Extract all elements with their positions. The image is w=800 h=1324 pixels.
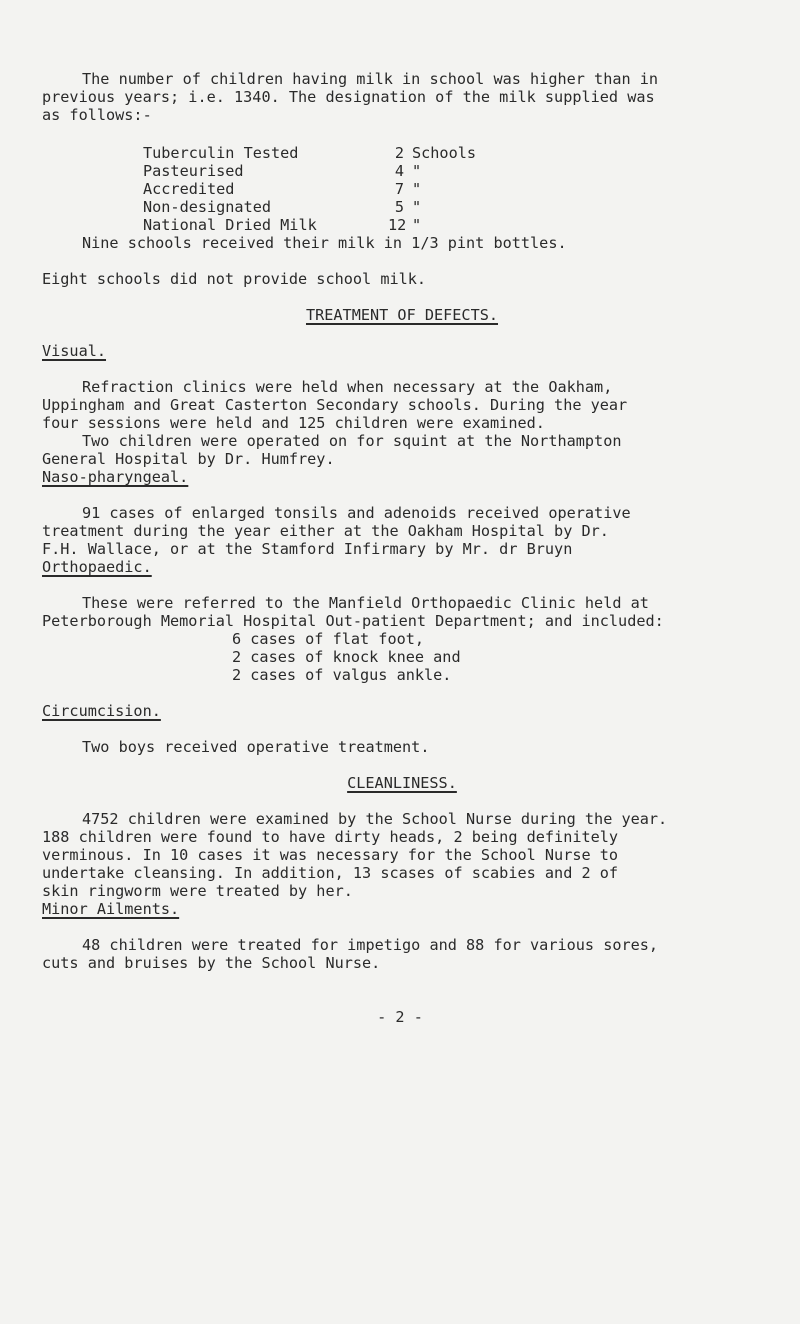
milk-type-label: National Dried Milk xyxy=(143,216,317,234)
eight-schools-paragraph xyxy=(42,270,762,288)
visual-paragraph xyxy=(42,378,762,468)
cleanliness-line-5: skin ringworm were treated by her. xyxy=(42,882,353,900)
circumcision-section xyxy=(42,702,762,720)
list-item: 2 cases of valgus ankle. xyxy=(232,666,452,684)
milk-type-count: 5 xyxy=(394,198,404,216)
circumcision-heading: Circumcision. xyxy=(42,702,161,720)
milk-type-count: 2 xyxy=(394,144,404,162)
naso-paragraph xyxy=(42,504,762,558)
ortho-line-1: These were referred to the Manfield Orthopaedic Clinic held at xyxy=(82,594,649,612)
milk-type-unit: " xyxy=(412,162,422,180)
minor-ailments-section xyxy=(42,900,762,918)
minor-line-1: 48 children were treated for impetigo and 88 for various sores, xyxy=(82,936,659,954)
table-row xyxy=(42,180,762,198)
intro-line-1: The number of children having milk in school was higher than in xyxy=(82,70,659,88)
ortho-heading: Orthopaedic. xyxy=(42,558,152,576)
ortho-section xyxy=(42,558,762,576)
list-item: 2 cases of knock knee and xyxy=(232,648,461,666)
table-row xyxy=(42,162,762,180)
minor-line-2: cuts and bruises by the School Nurse. xyxy=(42,954,381,972)
table-row xyxy=(42,198,762,216)
milk-type-unit: " xyxy=(412,180,422,198)
visual-line-3: four sessions were held and 125 children were examined. xyxy=(42,414,545,432)
milk-type-count: 7 xyxy=(394,180,404,198)
cleanliness-line-3: verminous. In 10 cases it was necessary for the School Nurse to xyxy=(42,846,619,864)
eight-schools-text: Eight schools did not provide school milk. xyxy=(42,270,427,288)
minor-ailments-heading: Minor Ailments. xyxy=(42,900,180,918)
page-number: - 2 - xyxy=(377,1008,423,1026)
intro-line-3: as follows:- xyxy=(42,106,152,124)
visual-heading: Visual. xyxy=(42,342,107,360)
milk-type-unit: Schools xyxy=(412,144,477,162)
milk-type-label: Accredited xyxy=(143,180,235,198)
cleanliness-heading: CLEANLINESS. xyxy=(347,774,457,792)
cleanliness-heading-block xyxy=(42,774,762,792)
visual-line-4: Two children were operated on for squint at the Northampton xyxy=(82,432,622,450)
ortho-line-2: Peterborough Memorial Hospital Out-patient Department; and included: xyxy=(42,612,664,630)
milk-type-count: 4 xyxy=(394,162,404,180)
milk-type-label: Tuberculin Tested xyxy=(143,144,299,162)
visual-line-1: Refraction clinics were held when necessary at the Oakham, xyxy=(82,378,613,396)
nine-schools-paragraph xyxy=(42,234,762,252)
circumcision-paragraph xyxy=(42,738,762,756)
list-item: 6 cases of flat foot, xyxy=(232,630,425,648)
milk-designation-table xyxy=(42,144,762,234)
cleanliness-line-4: undertake cleansing. In addition, 13 scases of scabies and 2 of xyxy=(42,864,619,882)
visual-section xyxy=(42,342,762,360)
naso-line-2: treatment during the year either at the Oakham Hospital by Dr. xyxy=(42,522,609,540)
table-row xyxy=(42,216,762,234)
intro-paragraph xyxy=(42,70,762,124)
naso-heading: Naso-pharyngeal. xyxy=(42,468,189,486)
visual-line-5: General Hospital by Dr. Humfrey. xyxy=(42,450,335,468)
milk-type-unit: " xyxy=(412,216,422,234)
milk-type-unit: " xyxy=(412,198,422,216)
minor-ailments-paragraph xyxy=(42,936,762,972)
visual-line-2: Uppingham and Great Casterton Secondary schools. During the year xyxy=(42,396,628,414)
nine-schools-text: Nine schools received their milk in 1/3 pint bottles. xyxy=(82,234,567,252)
milk-type-count: 12 xyxy=(388,216,407,234)
cleanliness-line-1: 4752 children were examined by the School Nurse during the year. xyxy=(82,810,668,828)
cleanliness-paragraph xyxy=(42,810,762,900)
naso-line-3: F.H. Wallace, or at the Stamford Infirmary by Mr. dr Bruyn xyxy=(42,540,573,558)
treatment-heading-block xyxy=(42,306,762,324)
cleanliness-line-2: 188 children were found to have dirty heads, 2 being definitely xyxy=(42,828,619,846)
naso-line-1: 91 cases of enlarged tonsils and adenoids received operative xyxy=(82,504,631,522)
milk-type-label: Pasteurised xyxy=(143,162,244,180)
milk-type-label: Non-designated xyxy=(143,198,272,216)
treatment-heading: TREATMENT OF DEFECTS. xyxy=(305,306,499,324)
circumcision-line-1: Two boys received operative treatment. xyxy=(82,738,430,756)
ortho-paragraph xyxy=(42,594,762,684)
naso-section xyxy=(42,468,762,486)
table-row xyxy=(42,144,762,162)
intro-line-2: previous years; i.e. 1340. The designation of the milk supplied was xyxy=(42,88,655,106)
